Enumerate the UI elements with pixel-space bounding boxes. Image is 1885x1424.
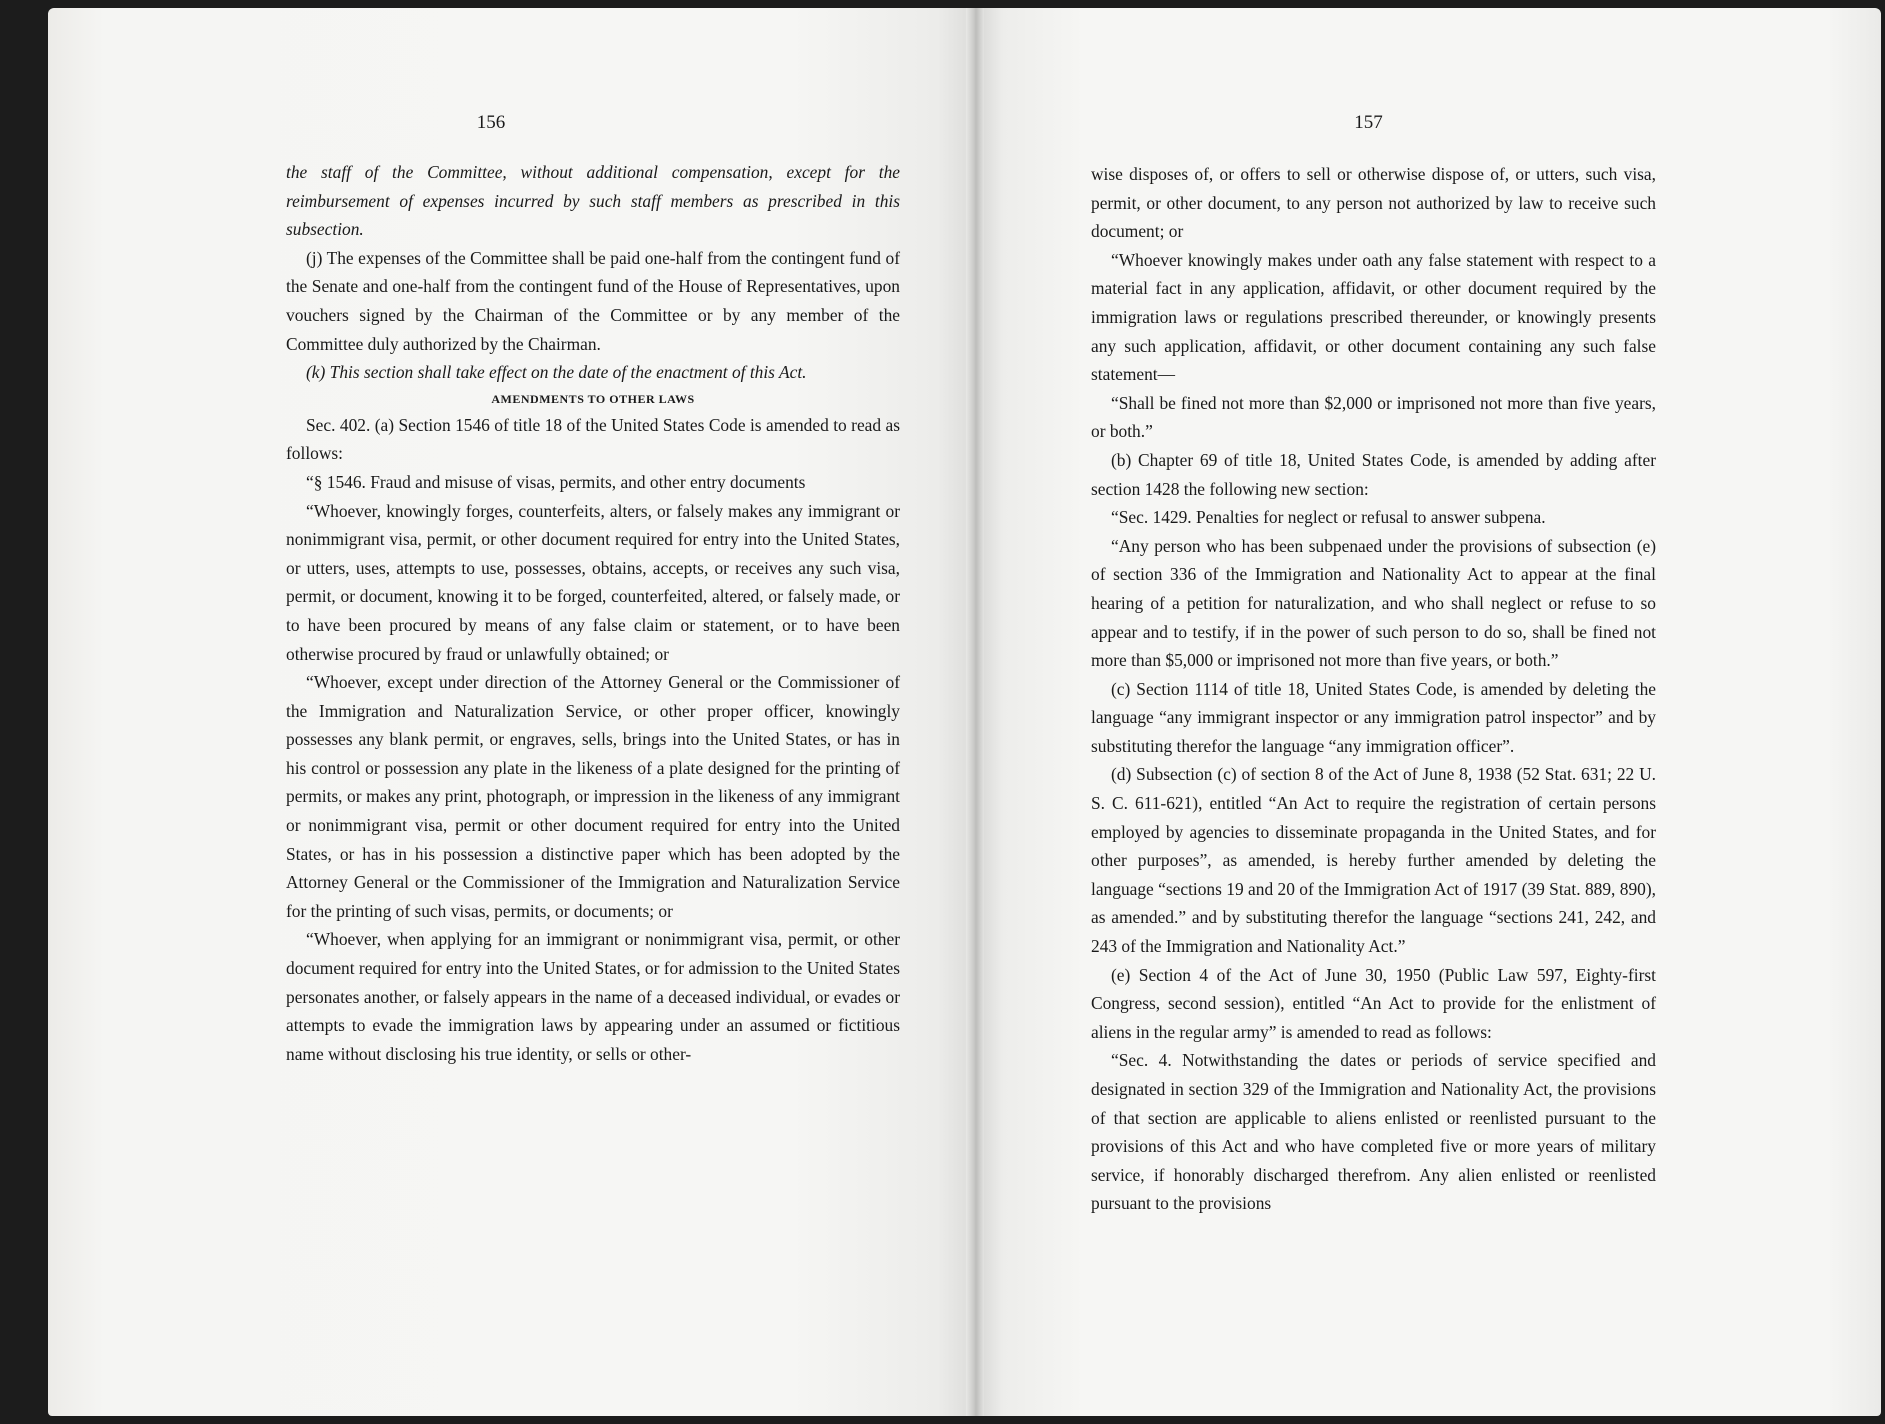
paragraph: (j) The expenses of the Committee shall be paid one-half from the contingent fund of the Senate and one-half from the contingent fund of the House of Representatives, upon vouchers signed by the Chairman of the Committee or by any member of the Committee duly authorized by the Chairman. bbox=[286, 247, 900, 354]
paragraph: (d) Subsection (c) of section 8 of the Act of June 8, 1938 (52 Stat. 631; 22 U. S. C. 611-621), entitled “An Act to require the registration of certain persons employed by agencies to disseminate propaganda in the United States, and for other purposes”, as amended, is hereby further amended by deleting the language “sections 19 and 20 of the Immigration Act of 1917 (39 Stat. 889, 890), as amended.” and by substituting therefor the language “sections 241, 242, and 243 of the Immigration and Nationality Act.” bbox=[1091, 764, 1656, 957]
right-page-body bbox=[1091, 160, 1656, 1218]
paragraph: the staff of the Committee, without additional compensation, except for the reimbursement of expenses incurred by such staff members as prescribed in this subsection. bbox=[286, 162, 900, 240]
paragraph: (k) This section shall take effect on the date of the enactment of this Act. bbox=[306, 362, 807, 383]
section-title: “§ 1546. Fraud and misuse of visas, permits, and other entry documents bbox=[306, 471, 806, 492]
page-number: 157 bbox=[1354, 112, 1383, 133]
paragraph: “Shall be fined not more than $2,000 or imprisoned not more than five years, or both.” bbox=[1091, 392, 1656, 442]
left-page-body bbox=[286, 158, 900, 1068]
book-gutter bbox=[966, 8, 984, 1416]
paragraph: “Whoever, when applying for an immigrant or nonimmigrant visa, permit, or other document required for entry into the United States, or for admission to the United States personates another, or falsely appears in the name of a deceased individual, or evades or attempts to evade the immigration laws by appearing under an assumed or fictitious name without disclosing his true identity, or sells or other- bbox=[286, 929, 900, 1064]
right-page bbox=[976, 8, 1881, 1416]
paragraph: (c) Section 1114 of title 18, United States Code, is amended by deleting the language “any immigrant inspector or any immigration patrol inspector” and by substituting therefor the language “any immigration officer”. bbox=[1091, 678, 1656, 756]
section-title: “Sec. 1429. Penalties for neglect or refusal to answer subpena. bbox=[1111, 507, 1546, 528]
paragraph: “Whoever, except under direction of the Attorney General or the Commissioner of the Immigration and Naturalization Service, or other proper officer, knowingly possesses any blank permit, or engraves, sells, brings into the United States, or has in his control or possession any plate in the likeness of a plate designed for the printing of permits, or makes any print, photograph, or impression in the likeness of any immigrant or nonimmigrant visa, permit or other document required for entry into the United States, or has in his possession a distinctive paper which has been adopted by the Attorney General or the Commissioner of the Immigration and Naturalization Service for the printing of such visas, permits, or documents; or bbox=[286, 672, 900, 921]
paragraph: “Whoever knowingly makes under oath any false statement with respect to a material fact in any application, affidavit, or other document required by the immigration laws or regulations prescribed thereunder, or knowingly presents any such application, affidavit, or other document containing any such false statement— bbox=[1091, 249, 1656, 385]
paragraph: “Sec. 4. Notwithstanding the dates or periods of service specified and designated in section 329 of the Immigration and Nationality Act, the provisions of that section are applicable to aliens enlisted or reenlisted pursuant to the provisions of this Act and who have completed five or more years of military service, if honorably discharged therefrom. Any alien enlisted or reenlisted pursuant to the provisions bbox=[1091, 1050, 1656, 1214]
paragraph: “Whoever, knowingly forges, counterfeits, alters, or falsely makes any immigrant or nonimmigrant visa, permit, or other document required for entry into the United States, or utters, uses, attempts to use, possesses, obtains, accepts, or receives any such visa, permit, or document, knowing it to be forged, counterfeited, altered, or falsely made, or to have been procured by means of any false claim or statement, or to have been otherwise procured by fraud or unlawfully obtained; or bbox=[286, 500, 900, 664]
page-number: 156 bbox=[476, 112, 506, 133]
paragraph: “Any person who has been subpenaed under the provisions of subsection (e) of section 336 of the Immigration and Nationality Act to appear at the final hearing of a petition for naturalization, and who shall neglect or refuse to so appear and to testify, if in the power of such person to do so, shall be fined not more than $5,000 or imprisoned not more than five years, or both.” bbox=[1091, 535, 1656, 671]
section-heading: AMENDMENTS TO OTHER LAWS bbox=[491, 391, 695, 406]
paragraph: (e) Section 4 of the Act of June 30, 1950 (Public Law 597, Eighty-first Congress, second session), entitled “An Act to provide for the enlistment of aliens in the regular army” is amended to read as follows: bbox=[1091, 964, 1656, 1042]
paragraph: wise disposes of, or offers to sell or otherwise dispose of, or utters, such visa, permit, or other document, to any person not authorized by law to receive such document; or bbox=[1091, 164, 1656, 242]
paragraph: Sec. 402. (a) Section 1546 of title 18 of the United States Code is amended to read as follows: bbox=[286, 414, 900, 464]
left-page bbox=[48, 8, 974, 1416]
paragraph: (b) Chapter 69 of title 18, United States Code, is amended by adding after section 1428 the following new section: bbox=[1091, 449, 1656, 499]
